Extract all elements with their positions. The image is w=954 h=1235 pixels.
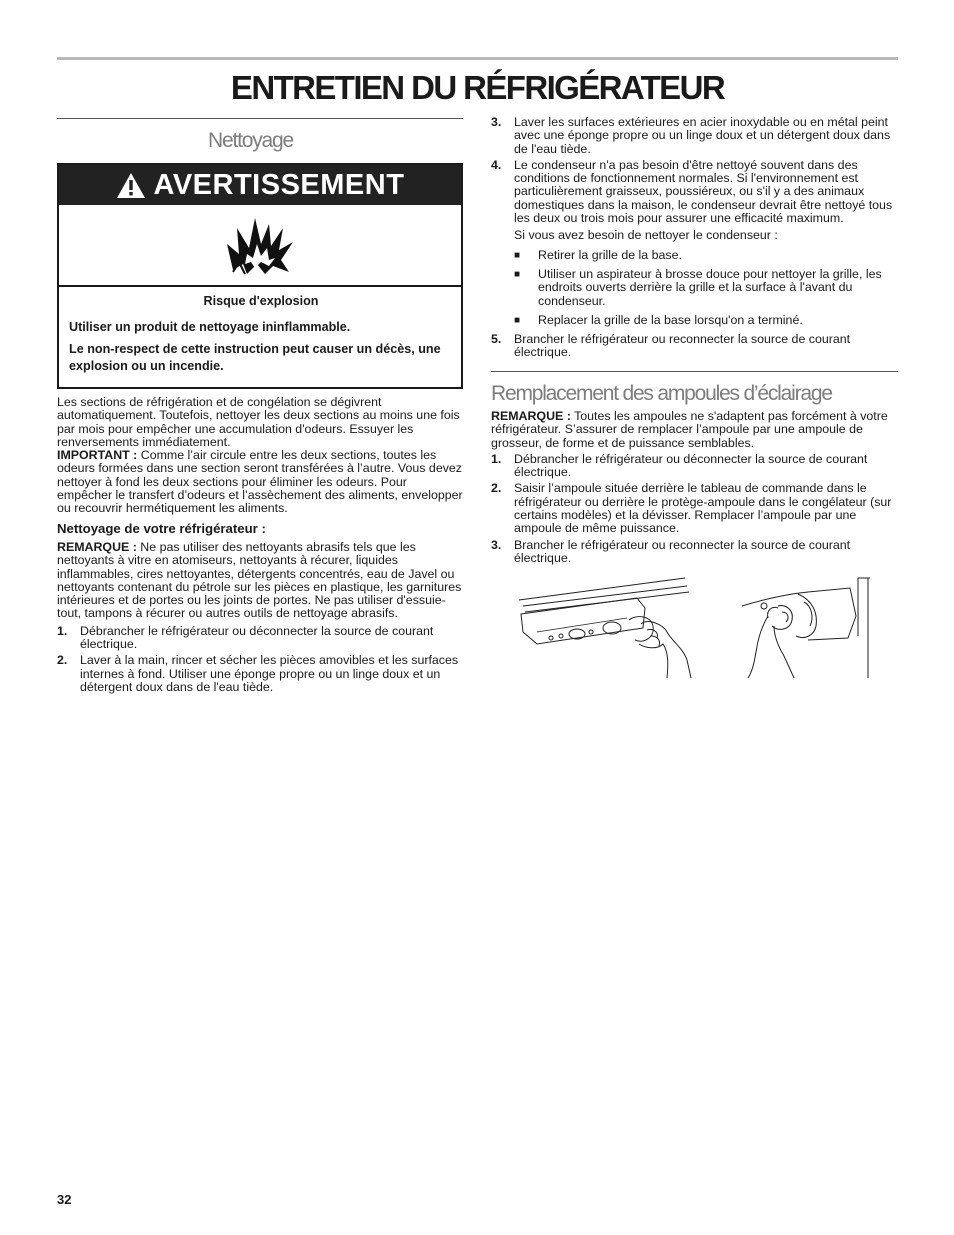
control-panel-bulb-illustration: [517, 574, 693, 680]
list-item: ■ Retirer la grille de la base.: [514, 247, 682, 262]
section-title-ampoules: Remplacement des ampoules d’éclairage: [491, 382, 832, 405]
remarque-paragraph: [57, 541, 463, 621]
top-rule: [57, 57, 898, 60]
list-item: 5. Brancher le réfrigérateur ou reconnecter la source de courant électrique.: [491, 332, 851, 360]
bullet-square-icon: ■: [514, 268, 521, 280]
warning-body: [59, 287, 461, 374]
page-number: 32: [57, 1192, 72, 1207]
warning-title: AVERTISSEMENT: [153, 169, 405, 201]
section-title-nettoyage: Nettoyage: [208, 129, 293, 152]
warning-triangle-icon: [116, 172, 146, 199]
page-title: ENTRETIEN DU RÉFRIGÉRATEUR: [230, 69, 725, 106]
important-text: Comme l’air circule entre les deux sections, toutes les odeurs formées dans une section seront transférées à l’autre. Vous devez nettoyer à fond les deux sections pour éliminer les odeurs. Pour empêcher le transfert d’odeurs et l’assèchement des aliments, envelopper ou recouvrir hermétiquement les aliments.: [57, 448, 463, 516]
remarque-text: Ne pas utiliser des nettoyants abrasifs tels que les nettoyants à vitre en atomiseurs, nettoyants à récurer, liquides inflammables, cires nettoyantes, détergents concentrés, eau de Javel ou nettoyants contenant du pétrole sur les pièces en plastique, les garnitures intérieures et de portes ou les joints de portes. Ne pas utiliser d'essuie-tout, tampons à récurer ou autres outils de nettoyage abrasifs.: [57, 539, 462, 621]
warning-box: [57, 163, 463, 389]
remarque-label: REMARQUE :: [57, 539, 137, 554]
warning-icon-row: [59, 205, 461, 287]
warning-consequence: Le non-respect de cette instruction peut causer un décès, une explosion ou un incendie.: [69, 342, 441, 373]
intro-paragraph: Les sections de réfrigération et de congélation se dégivrent automatiquement. Toutefois, nettoyer les deux sections au moins une fois par mois pour empêcher une accumulation d'odeurs. Essuyer les renversements immédiatement.: [57, 395, 460, 449]
right-text-column: [491, 116, 898, 360]
left-text-column: [57, 396, 463, 694]
list-item: 3. Laver les surfaces extérieures en acier inoxydable ou en métal peint avec une éponge propre ou un linge doux et un détergent doux dans de l'eau tiède.: [491, 115, 891, 156]
list-item: 2. Laver à la main, rincer et sécher les pièces amovibles et les surfaces internes à fond. Utiliser une éponge propre ou un linge doux et un détergent doux dans de l'eau tiède.: [57, 653, 459, 694]
warning-instruction: Utiliser un produit de nettoyage ininflammable.: [69, 319, 351, 334]
freezer-bulb-illustration: [738, 576, 872, 680]
list-item: 1. Débrancher le réfrigérateur ou déconnecter la source de courant électrique.: [491, 451, 868, 480]
cleaning-subheading: Nettoyage de votre réfrigérateur :: [57, 520, 266, 536]
bulb-remarque-paragraph: [491, 410, 898, 450]
important-label: IMPORTANT :: [57, 448, 138, 463]
bulb-remarque-label: REMARQUE :: [491, 409, 571, 423]
bulb-text-column: [491, 410, 898, 565]
condenser-intro: Si vous avez besoin de nettoyer le condenseur :: [514, 228, 778, 243]
list-item: 4. Le condenseur n'a pas besoin d'être nettoyé souvent dans des conditions de fonctionnement normales. Si l'environnement est particulièrement graisseux, poussiéreux, ou s'il y a des animaux domestiques dans la maison, le condenseur devrait être nettoyé tous les deux ou trois mois pour assurer une efficacité maximum.: [491, 157, 893, 226]
list-item: ■ Utiliser un aspirateur à brosse douce pour nettoyer la grille, les endroits ouverts derrière la grille et la surface à l'avant du condenseur.: [514, 266, 882, 308]
list-item: 1. Débrancher le réfrigérateur ou déconnecter la source de courant électrique.: [57, 623, 434, 652]
bullet-square-icon: ■: [514, 249, 521, 261]
list-item: 2. Saisir l’ampoule située derrière le tableau de commande dans le réfrigérateur ou derrière le protège-ampoule dans le congélateur (sur certains modèles) et la dévisser. Remplacer l’ampoule par une ampoule de même puissance.: [491, 481, 892, 536]
section-rule-nettoyage: [57, 118, 463, 119]
important-paragraph: [57, 449, 463, 515]
explosion-icon: [225, 214, 295, 276]
bullet-square-icon: ■: [514, 314, 521, 326]
section-rule-ampoules: [491, 371, 898, 372]
list-item: 3. Brancher le réfrigérateur ou reconnecter la source de courant électrique.: [491, 537, 851, 565]
warning-header: [59, 165, 461, 205]
list-item: ■ Replacer la grille de la base lorsqu'on a terminé.: [514, 312, 803, 327]
bulb-remarque-text: Toutes les ampoules ne s'adaptent pas forcément à votre réfrigérateur. S’assurer de remplacer l’ampoule par une ampoule de grosseur, de forme et de puissance semblables.: [491, 409, 888, 450]
warning-hazard: Risque d'explosion: [203, 294, 319, 308]
